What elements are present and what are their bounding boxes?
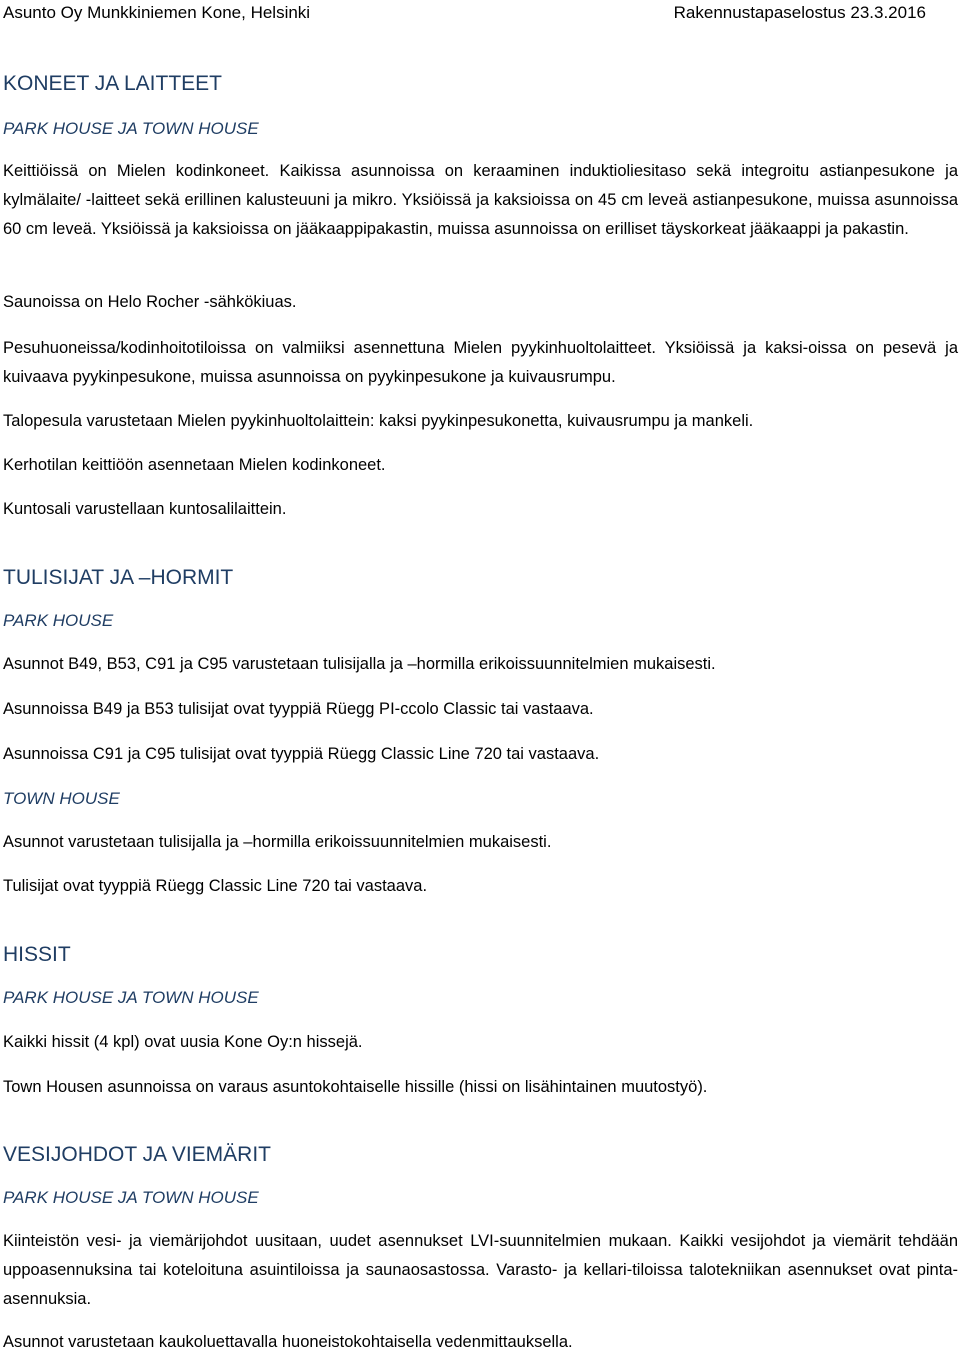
page-header xyxy=(0,0,960,28)
paragraph-hissit-1: Kaikki hissit (4 kpl) ovat uusia Kone Oy:n hissejä. xyxy=(3,1033,363,1051)
paragraph-vesijohdot-1: Kiinteistön vesi- ja viemärijohdot uusitaan, uudet asennukset LVI-suunnitelmien mukaan. Kaikki vesijohdot ja viemärit tehdään uppoasennuksina tai koteloituna asuintiloissa ja saunaosastossa. Varasto- ja kellari-tiloissa talotekniikan asennukset ovat pinta-asennuksia. xyxy=(3,1232,958,1308)
paragraph-tulisijat-2: Asunnoissa B49 ja B53 tulisijat ovat tyyppiä Rüegg PI-ccolo Classic tai vastaava. xyxy=(3,700,594,718)
subheading-park-house: PARK HOUSE xyxy=(3,611,114,630)
header-company: Asunto Oy Munkkiniemen Kone, Helsinki xyxy=(3,3,311,22)
paragraph-koneet-4: Talopesula varustetaan Mielen pyykinhuoltolaittein: kaksi pyykinpesukonetta, kuivausrumpu ja mankeli. xyxy=(3,412,754,430)
section-title-tulisijat: TULISIJAT JA –HORMIT xyxy=(3,566,234,589)
section-title-vesijohdot: VESIJOHDOT JA VIEMÄRIT xyxy=(3,1143,271,1166)
paragraph-tulisijat-5: Tulisijat ovat tyyppiä Rüegg Classic Line 720 tai vastaava. xyxy=(3,877,428,895)
paragraph-tulisijat-3: Asunnoissa C91 ja C95 tulisijat ovat tyyppiä Rüegg Classic Line 720 tai vastaava. xyxy=(3,745,600,763)
paragraph-hissit-2: Town Housen asunnoissa on varaus asuntokohtaiselle hissille (hissi on lisähintainen muutostyö). xyxy=(3,1078,708,1096)
section-title-koneet: KONEET JA LAITTEET xyxy=(3,72,223,95)
paragraph-vesijohdot-2: Asunnot varustetaan kaukoluettavalla huoneistokohtaisella vedenmittauksella. xyxy=(3,1333,573,1351)
paragraph-tulisijat-1: Asunnot B49, B53, C91 ja C95 varustetaan tulisijalla ja –hormilla erikoissuunnitelmien mukaisesti. xyxy=(3,655,716,673)
paragraph-tulisijat-4: Asunnot varustetaan tulisijalla ja –hormilla erikoissuunnitelmien mukaisesti. xyxy=(3,833,552,851)
subheading-hissit: PARK HOUSE JA TOWN HOUSE xyxy=(3,988,259,1007)
subheading-vesijohdot: PARK HOUSE JA TOWN HOUSE xyxy=(3,1188,259,1207)
paragraph-koneet-2: Saunoissa on Helo Rocher -sähkökiuas. xyxy=(3,293,297,311)
paragraph-koneet-6: Kuntosali varustellaan kuntosalilaittein. xyxy=(3,500,287,518)
section-title-hissit: HISSIT xyxy=(3,943,71,966)
paragraph-koneet-1: Keittiöissä on Mielen kodinkoneet. Kaikissa asunnoissa on keraaminen induktioliesitaso sekä integroitu astianpesukone ja kylmälaite/ -laitteet sekä erillinen kalusteuuni ja mikro. Yksiöissä ja kaksioissa on 45 cm leveä astianpesukone, muissa asunnoissa 60 cm leveä. Yksiöissä ja kaksioissa on jääkaappipakastin, muissa asunnoissa on erilliset täyskorkeat jääkaappi ja pakastin. xyxy=(3,162,958,238)
subheading-koneet: PARK HOUSE JA TOWN HOUSE xyxy=(3,119,259,138)
paragraph-koneet-3: Pesuhuoneissa/kodinhoitotiloissa on valmiiksi asennettuna Mielen pyykinhuoltolaitteet. Yksiöissä ja kaksi-oissa on pesevä ja kuivaava pyykinpesukone, muissa asunnoissa on pyykinpesukone ja kuivausrumpu. xyxy=(3,339,958,386)
paragraph-koneet-5: Kerhotilan keittiöön asennetaan Mielen kodinkoneet. xyxy=(3,456,386,474)
subheading-town-house: TOWN HOUSE xyxy=(3,789,120,808)
header-document-title: Rakennustapaselostus 23.3.2016 xyxy=(673,3,926,22)
